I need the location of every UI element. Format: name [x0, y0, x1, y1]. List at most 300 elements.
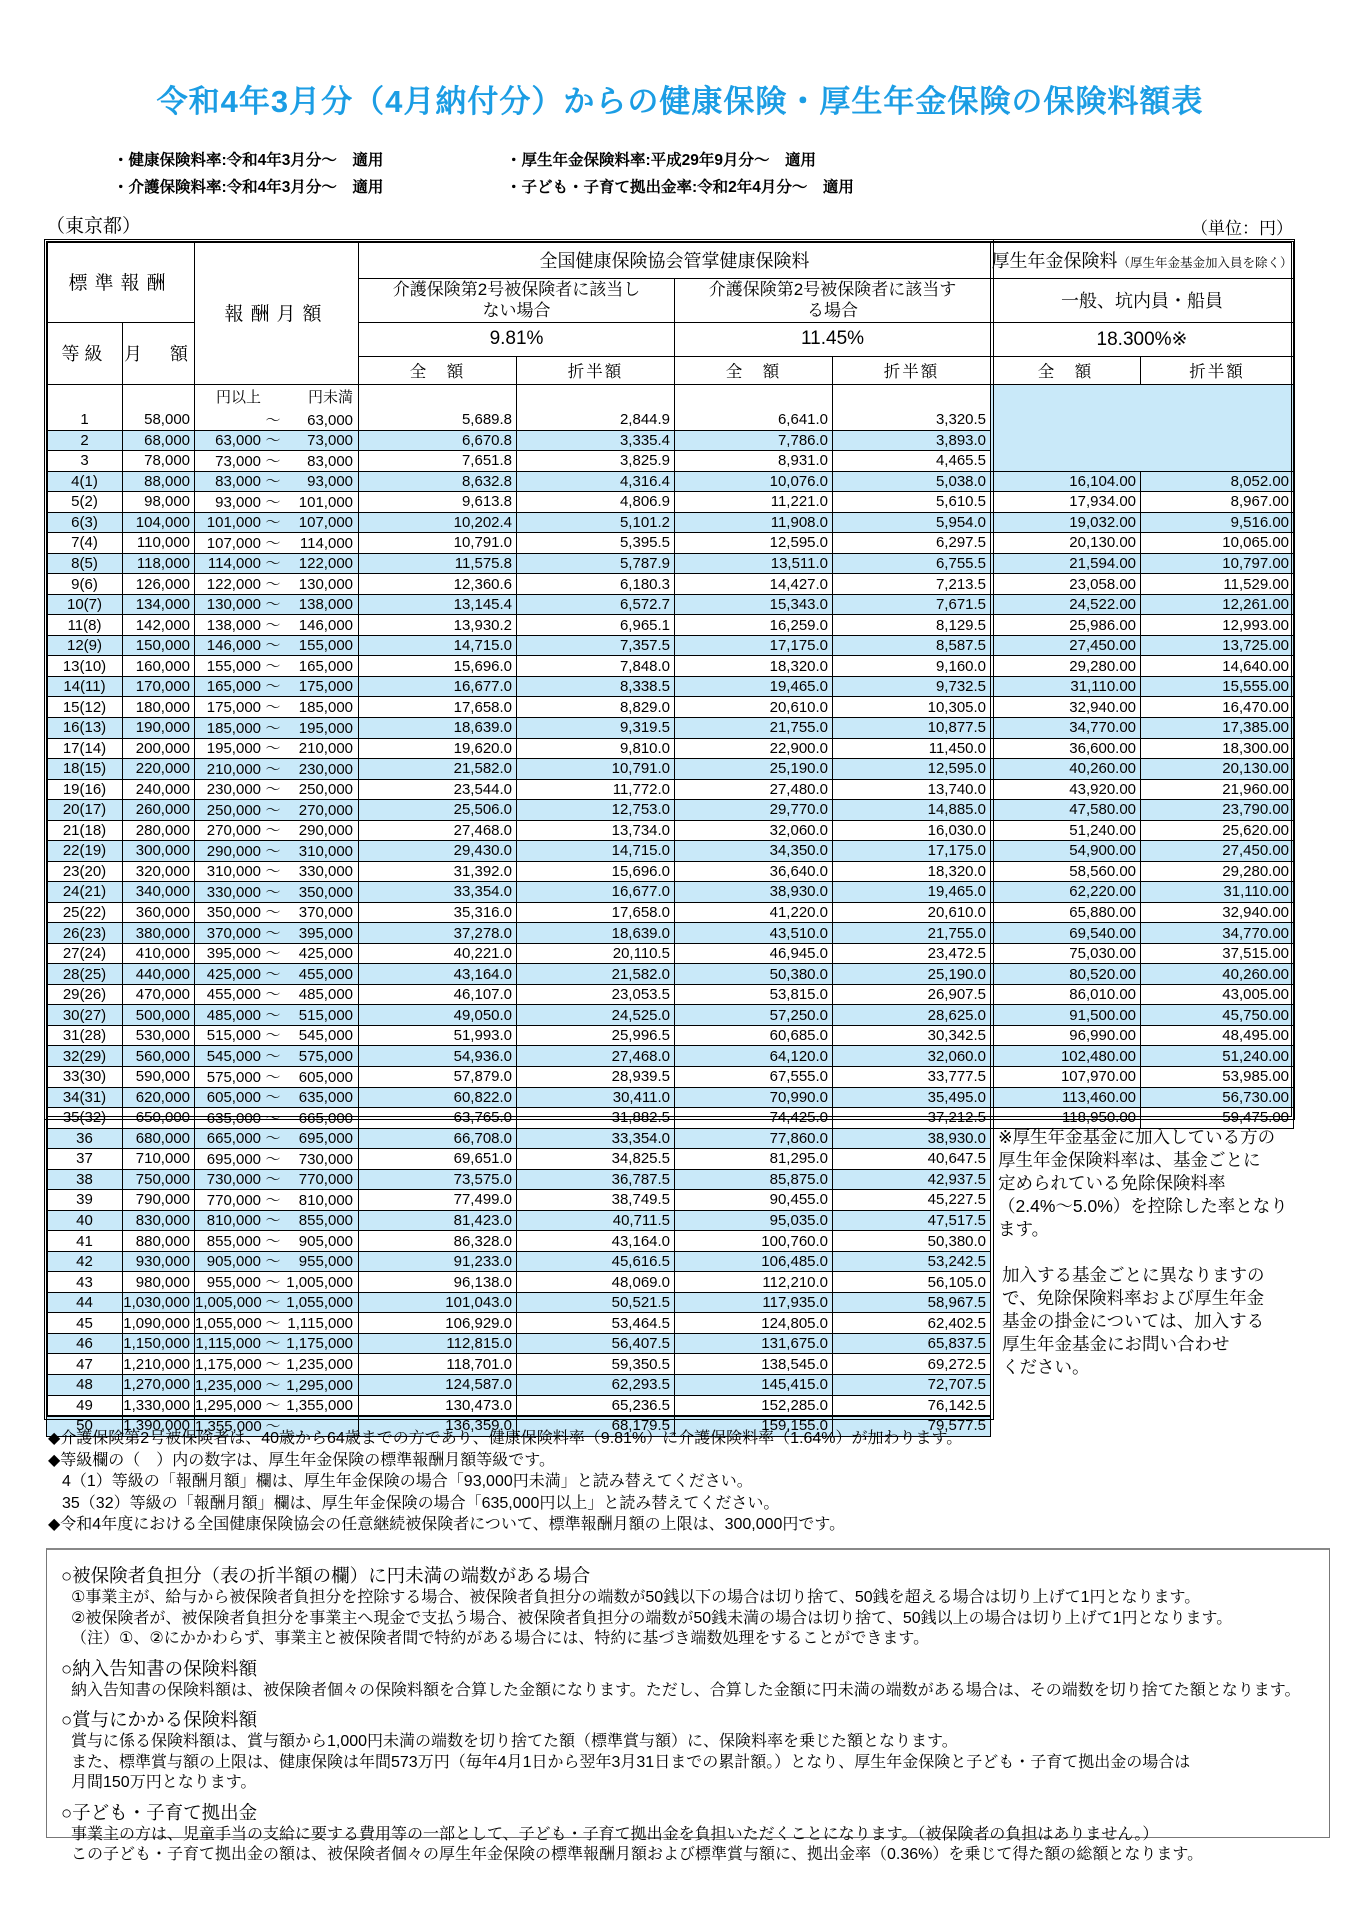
health-full-cell: 73,575.0 [359, 1169, 517, 1190]
pension-half-cell: 16,470.00 [1141, 697, 1294, 718]
health-full-cell: 27,468.0 [359, 820, 517, 841]
pension-half-cell: 37,515.00 [1141, 943, 1294, 964]
pension-full-cell: 21,594.00 [991, 553, 1141, 574]
health-half-cell: 4,316.4 [517, 471, 675, 492]
pension-half-cell: 10,065.00 [1141, 533, 1294, 554]
pension-full-cell: 23,058.00 [991, 574, 1141, 595]
health-full-cell: 29,770.0 [675, 800, 833, 821]
health-full-cell: 43,510.0 [675, 923, 833, 944]
pension-full-cell: 47,580.00 [991, 800, 1141, 821]
grade-cell: 34(31) [47, 1087, 123, 1108]
health-half-cell [517, 384, 675, 410]
health-half-cell: 7,357.5 [517, 635, 675, 656]
pension-half-cell: 31,110.00 [1141, 882, 1294, 903]
health-full-cell: 101,043.0 [359, 1292, 517, 1313]
health-half-cell: 8,338.5 [517, 676, 675, 697]
pension-half-cell: 21,960.00 [1141, 779, 1294, 800]
remuneration-range-cell: ～ 63,000 [195, 410, 359, 430]
health-full-cell: 57,250.0 [675, 1005, 833, 1026]
remuneration-range-cell: 165,000 ～ 175,000 [195, 676, 359, 697]
pension-full-cell: 36,600.00 [991, 738, 1141, 759]
info-section-line: 賞与に係る保険料額は、賞与額から1,000円未満の端数を切り捨てた額（標準賞与額）に、保険料率を乗じた額となります。 [71, 1733, 958, 1750]
grade-cell: 25(22) [47, 902, 123, 923]
monthly-amount-cell: 78,000 [123, 451, 195, 472]
grade-cell: 7(4) [47, 533, 123, 554]
pension-half-cell: 27,450.00 [1141, 841, 1294, 862]
health-full-cell: 124,587.0 [359, 1374, 517, 1395]
remuneration-range-cell: 122,000 ～ 130,000 [195, 574, 359, 595]
table-row [47, 841, 1294, 862]
pension-half-cell: 48,495.00 [1141, 1025, 1294, 1046]
table-row [47, 1108, 1294, 1129]
health-full-cell: 27,480.0 [675, 779, 833, 800]
pension-full-cell: 40,260.00 [991, 759, 1141, 780]
health-full-cell: 66,708.0 [359, 1128, 517, 1149]
health-full-cell: 136,359.0 [359, 1416, 517, 1437]
health-half-cell: 62,293.5 [517, 1374, 675, 1395]
health-full-cell: 70,990.0 [675, 1087, 833, 1108]
health-half-cell: 62,402.5 [833, 1313, 991, 1334]
health-half-cell: 12,595.0 [833, 759, 991, 780]
pension-note-line: （2.4%～5.0%）を控除した率となり [998, 1196, 1288, 1216]
grade-cell: 39 [47, 1190, 123, 1211]
monthly-amount-cell: 180,000 [123, 697, 195, 718]
health-half-cell: 56,105.0 [833, 1272, 991, 1293]
header-general-miners-seamen: 一般、坑内員・船員 [991, 279, 1294, 323]
table-row [47, 697, 1294, 718]
grade-cell: 16(13) [47, 717, 123, 738]
monthly-amount-cell: 790,000 [123, 1190, 195, 1211]
health-half-cell: 68,179.5 [517, 1416, 675, 1437]
monthly-amount-cell: 500,000 [123, 1005, 195, 1026]
remuneration-range-cell: 270,000 ～ 290,000 [195, 820, 359, 841]
health-half-cell: 50,380.0 [833, 1231, 991, 1252]
grade-cell: 9(6) [47, 574, 123, 595]
pension-full-cell: 69,540.00 [991, 923, 1141, 944]
grade-cell: 31(28) [47, 1025, 123, 1046]
grade-cell: 29(26) [47, 984, 123, 1005]
remuneration-range-cell: 955,000 ～ 1,005,000 [195, 1272, 359, 1293]
pension-note-line: 基金の掛金については、加入する [1002, 1311, 1265, 1331]
health-half-cell: 8,587.5 [833, 635, 991, 656]
grade-cell: 17(14) [47, 738, 123, 759]
pension-half-cell: 11,529.00 [1141, 574, 1294, 595]
monthly-amount-cell: 590,000 [123, 1067, 195, 1088]
health-full-cell: 60,822.0 [359, 1087, 517, 1108]
health-full-cell: 40,221.0 [359, 943, 517, 964]
grade-cell: 3 [47, 451, 123, 472]
health-half-cell: 33,354.0 [517, 1128, 675, 1149]
health-full-cell: 100,760.0 [675, 1231, 833, 1252]
pension-half-cell: 45,750.00 [1141, 1005, 1294, 1026]
table-row [47, 1005, 1294, 1026]
remuneration-range-cell: 146,000 ～ 155,000 [195, 635, 359, 656]
pension-full-cell: 62,220.00 [991, 882, 1141, 903]
health-full-cell [359, 384, 517, 410]
pension-half-cell: 29,280.00 [1141, 861, 1294, 882]
pension-half-cell: 8,967.00 [1141, 492, 1294, 513]
monthly-amount-cell: 142,000 [123, 615, 195, 636]
remuneration-range-cell: 730,000 ～ 770,000 [195, 1169, 359, 1190]
health-half-cell: 11,450.0 [833, 738, 991, 759]
table-row [47, 492, 1294, 513]
pension-full-cell: 75,030.00 [991, 943, 1141, 964]
pension-note-line: ください。 [1002, 1357, 1090, 1377]
monthly-amount-cell: 58,000 [123, 410, 195, 430]
health-full-cell: 77,860.0 [675, 1128, 833, 1149]
grade-cell: 19(16) [47, 779, 123, 800]
grade-cell: 42 [47, 1251, 123, 1272]
table-row [47, 902, 1294, 923]
health-half-cell: 18,639.0 [517, 923, 675, 944]
health-half-cell: 2,844.9 [517, 410, 675, 430]
remuneration-range-cell: 395,000 ～ 425,000 [195, 943, 359, 964]
grade-cell: 6(3) [47, 512, 123, 533]
health-full-cell: 21,582.0 [359, 759, 517, 780]
remuneration-range-cell: 1,295,000 ～ 1,355,000 [195, 1395, 359, 1416]
grade-cell: 11(8) [47, 615, 123, 636]
header-with-care: 介護保険第2号被保険者に該当する場合 [675, 279, 991, 323]
pension-half-cell: 43,005.00 [1141, 984, 1294, 1005]
pension-half-cell: 15,555.00 [1141, 676, 1294, 697]
footnote: ◆等級欄の（ ）内の数字は、厚生年金保険の標準報酬月額等級です。 [48, 1451, 556, 1469]
footnote: 4（1）等級の「報酬月額」欄は、厚生年金保険の場合「93,000円未満」と読み替えてください。 [62, 1473, 753, 1490]
health-half-cell: 10,305.0 [833, 697, 991, 718]
pension-half-cell: 13,725.00 [1141, 635, 1294, 656]
health-half-cell: 8,829.0 [517, 697, 675, 718]
monthly-amount-cell: 126,000 [123, 574, 195, 595]
info-section-line: また、標準賞与額の上限は、健康保険は年間573万円（毎年4月1日から翌年3月31日までの累計額。）となり、厚生年金保険と子ども・子育て拠出金の場合は [71, 1753, 1191, 1771]
monthly-amount-cell: 830,000 [123, 1210, 195, 1231]
health-full-cell: 41,220.0 [675, 902, 833, 923]
health-full-cell: 7,786.0 [675, 430, 833, 451]
health-half-cell: 5,395.5 [517, 533, 675, 554]
table-row [47, 779, 1294, 800]
rate-note: ・厚生年金保険料率:平成29年9月分～ 適用 [506, 152, 817, 169]
monthly-amount-cell: 710,000 [123, 1149, 195, 1170]
health-full-cell: 69,651.0 [359, 1149, 517, 1170]
table-row [47, 615, 1294, 636]
monthly-amount-cell: 1,090,000 [123, 1313, 195, 1334]
health-half-cell: 53,464.5 [517, 1313, 675, 1334]
health-full-cell: 106,485.0 [675, 1251, 833, 1272]
health-full-cell: 22,900.0 [675, 738, 833, 759]
health-full-cell: 46,945.0 [675, 943, 833, 964]
table-row [47, 984, 1294, 1005]
health-half-cell: 16,677.0 [517, 882, 675, 903]
monthly-amount-cell [123, 384, 195, 410]
health-half-cell: 42,937.5 [833, 1169, 991, 1190]
health-full-cell: 130,473.0 [359, 1395, 517, 1416]
pension-full-cell: 25,986.00 [991, 615, 1141, 636]
monthly-amount-cell: 620,000 [123, 1087, 195, 1108]
health-half-cell: 65,837.5 [833, 1333, 991, 1354]
monthly-amount-cell: 160,000 [123, 656, 195, 677]
footnote: 35（32）等級の「報酬月額」欄は、厚生年金保険の場合「635,000円以上」と読み替えてください。 [62, 1494, 780, 1512]
grade-cell: 35(32) [47, 1108, 123, 1129]
table-row [47, 820, 1294, 841]
grade-cell: 21(18) [47, 820, 123, 841]
remuneration-range-cell: 770,000 ～ 810,000 [195, 1190, 359, 1211]
pension-full-cell: 54,900.00 [991, 841, 1141, 862]
pension-note-line: 厚生年金基金にお問い合わせ [1002, 1334, 1230, 1354]
health-half-cell: 47,517.5 [833, 1210, 991, 1231]
pension-full-cell: 80,520.00 [991, 964, 1141, 985]
pension-full-cell: 29,280.00 [991, 656, 1141, 677]
monthly-amount-cell: 68,000 [123, 430, 195, 451]
remuneration-range-cell: 1,175,000 ～ 1,235,000 [195, 1354, 359, 1375]
health-half-cell: 14,715.0 [517, 841, 675, 862]
health-full-cell: 19,620.0 [359, 738, 517, 759]
health-full-cell: 74,425.0 [675, 1108, 833, 1129]
table-row [47, 800, 1294, 821]
pension-title: 厚生年金保険料 [991, 251, 1118, 271]
health-half-cell: 38,749.5 [517, 1190, 675, 1211]
outside-area [991, 1416, 1294, 1437]
pension-full-cell: 107,970.00 [991, 1067, 1141, 1088]
info-section-heading: ○納入告知書の保険料額 [61, 1657, 258, 1679]
table-row [47, 594, 1294, 615]
health-full-cell: 5,689.8 [359, 410, 517, 430]
pension-title-note: （厚生年金基金加入員を除く） [1117, 256, 1293, 270]
grade-cell: 48 [47, 1374, 123, 1395]
health-full-cell: 12,360.6 [359, 574, 517, 595]
grade-cell: 32(29) [47, 1046, 123, 1067]
pension-full-cell: 20,130.00 [991, 533, 1141, 554]
health-full-cell: 10,202.4 [359, 512, 517, 533]
grade-cell: 38 [47, 1169, 123, 1190]
health-full-cell: 54,936.0 [359, 1046, 517, 1067]
grade-cell: 41 [47, 1231, 123, 1252]
page-title: 令和4年3月分（4月納付分）からの健康保険・厚生年金保険の保険料額表 [156, 84, 1204, 119]
header-standard-remuneration: 標準報酬 [47, 242, 195, 323]
health-half-cell: 40,647.5 [833, 1149, 991, 1170]
pension-full-cell: 16,104.00 [991, 471, 1141, 492]
health-full-cell: 124,805.0 [675, 1313, 833, 1334]
remuneration-range-cell: 290,000 ～ 310,000 [195, 841, 359, 862]
monthly-amount-cell: 240,000 [123, 779, 195, 800]
health-half-cell: 16,030.0 [833, 820, 991, 841]
grade-cell: 30(27) [47, 1005, 123, 1026]
health-half-cell: 11,772.0 [517, 779, 675, 800]
table-row [47, 1395, 1294, 1416]
region-label: （東京都） [46, 216, 142, 237]
monthly-amount-cell: 1,330,000 [123, 1395, 195, 1416]
health-half-cell: 13,734.0 [517, 820, 675, 841]
health-half-cell: 69,272.5 [833, 1354, 991, 1375]
monthly-amount-cell: 380,000 [123, 923, 195, 944]
table-row [47, 861, 1294, 882]
pension-half-cell: 12,993.00 [1141, 615, 1294, 636]
pension-half-cell: 23,790.00 [1141, 800, 1294, 821]
grade-cell: 2 [47, 430, 123, 451]
remuneration-range-cell: 185,000 ～ 195,000 [195, 717, 359, 738]
health-full-cell: 90,455.0 [675, 1190, 833, 1211]
unit-label: （単位：円） [1191, 219, 1293, 238]
health-half-cell: 9,160.0 [833, 656, 991, 677]
remuneration-range-cell: 101,000 ～ 107,000 [195, 512, 359, 533]
monthly-amount-cell: 98,000 [123, 492, 195, 513]
health-full-cell: 20,610.0 [675, 697, 833, 718]
pension-full-cell: 113,460.00 [991, 1087, 1141, 1108]
health-full-cell: 7,651.8 [359, 451, 517, 472]
pension-note-line: ※厚生年金基金に加入している方の [998, 1127, 1276, 1147]
grade-cell: 4(1) [47, 471, 123, 492]
monthly-amount-cell: 1,210,000 [123, 1354, 195, 1375]
health-half-cell: 21,755.0 [833, 923, 991, 944]
health-full-cell: 50,380.0 [675, 964, 833, 985]
health-full-cell: 53,815.0 [675, 984, 833, 1005]
health-half-cell: 50,521.5 [517, 1292, 675, 1313]
footnote: ◆令和4年度における全国健康保険協会の任意継続被保険者について、標準報酬月額の上限は、300,000円です。 [48, 1516, 846, 1533]
grade-cell [47, 384, 123, 410]
rate-note: ・介護保険料率:令和4年3月分～ 適用 [113, 179, 384, 196]
monthly-amount-cell: 360,000 [123, 902, 195, 923]
health-half-cell: 13,740.0 [833, 779, 991, 800]
header-full-1: 全 額 [359, 356, 517, 384]
monthly-amount-cell: 260,000 [123, 800, 195, 821]
health-full-cell: 25,506.0 [359, 800, 517, 821]
table-row [47, 738, 1294, 759]
health-full-cell: 95,035.0 [675, 1210, 833, 1231]
pension-full-cell: 58,560.00 [991, 861, 1141, 882]
health-half-cell: 26,907.5 [833, 984, 991, 1005]
health-half-cell: 27,468.0 [517, 1046, 675, 1067]
pension-half-cell: 12,261.00 [1141, 594, 1294, 615]
header-half-1: 折半額 [517, 356, 675, 384]
health-half-cell: 45,227.5 [833, 1190, 991, 1211]
health-half-cell: 24,525.0 [517, 1005, 675, 1026]
header-full-pension: 全 額 [991, 356, 1141, 384]
health-full-cell: 13,930.2 [359, 615, 517, 636]
remuneration-range-cell: 210,000 ～ 230,000 [195, 759, 359, 780]
monthly-amount-cell: 930,000 [123, 1251, 195, 1272]
monthly-amount-cell: 980,000 [123, 1272, 195, 1293]
info-section-line: （注）①、②にかかわらず、事業主と被保険者間で特約がある場合には、特約に基づき端数処理をすることができます。 [71, 1630, 930, 1647]
health-half-cell: 3,320.5 [833, 410, 991, 430]
health-full-cell: 25,190.0 [675, 759, 833, 780]
grade-cell: 15(12) [47, 697, 123, 718]
health-half-cell: 9,810.0 [517, 738, 675, 759]
monthly-amount-cell: 440,000 [123, 964, 195, 985]
pension-half-cell: 25,620.00 [1141, 820, 1294, 841]
pension-full-cell: 96,990.00 [991, 1025, 1141, 1046]
info-section-heading: ○子ども・子育て拠出金 [61, 1801, 258, 1823]
remuneration-range-cell: 545,000 ～ 575,000 [195, 1046, 359, 1067]
health-full-cell: 37,278.0 [359, 923, 517, 944]
health-full-cell: 91,233.0 [359, 1251, 517, 1272]
pension-note-line: ます。 [998, 1219, 1050, 1239]
health-full-cell: 18,320.0 [675, 656, 833, 677]
monthly-amount-cell: 118,000 [123, 553, 195, 574]
pension-note-line: 厚生年金保険料率は、基金ごとに [998, 1150, 1261, 1170]
health-full-cell: 29,430.0 [359, 841, 517, 862]
pension-half-cell: 10,797.00 [1141, 553, 1294, 574]
grade-cell: 12(9) [47, 635, 123, 656]
pension-note-line: で、免除保険料率および厚生年金 [1002, 1288, 1265, 1308]
header-remuneration-monthly: 報酬月額 [195, 242, 359, 385]
grade-cell: 37 [47, 1149, 123, 1170]
range-caption-row [47, 384, 1294, 410]
grade-cell: 22(19) [47, 841, 123, 862]
grade-cell: 24(21) [47, 882, 123, 903]
monthly-amount-cell: 110,000 [123, 533, 195, 554]
monthly-amount-cell: 1,150,000 [123, 1333, 195, 1354]
health-half-cell: 32,060.0 [833, 1046, 991, 1067]
rate-pension: 18.300%※ [991, 322, 1294, 356]
health-full-cell: 106,929.0 [359, 1313, 517, 1334]
grade-cell: 50 [47, 1416, 123, 1437]
pension-full-cell: 32,940.00 [991, 697, 1141, 718]
remuneration-range-cell: 195,000 ～ 210,000 [195, 738, 359, 759]
pension-full-cell: 102,480.00 [991, 1046, 1141, 1067]
table-row [47, 574, 1294, 595]
pension-note-line: 加入する基金ごとに異なりますの [1002, 1265, 1265, 1285]
monthly-amount-cell: 560,000 [123, 1046, 195, 1067]
health-half-cell: 9,732.5 [833, 676, 991, 697]
health-half-cell: 17,175.0 [833, 841, 991, 862]
header-pension-insurance [991, 242, 1294, 279]
info-section-heading: ○被保険者負担分（表の折半額の欄）に円未満の端数がある場合 [61, 1565, 591, 1586]
health-half-cell: 7,671.5 [833, 594, 991, 615]
info-section-line: 納入告知書の保険料額は、被保険者個々の保険料額を合算した金額になります。ただし、合算した金額に円未満の端数がある場合は、その端数を切り捨てた額となります。 [71, 1681, 1301, 1699]
pension-half-cell: 18,300.00 [1141, 738, 1294, 759]
monthly-amount-cell: 200,000 [123, 738, 195, 759]
grade-cell: 10(7) [47, 594, 123, 615]
health-full-cell: 112,210.0 [675, 1272, 833, 1293]
remuneration-range-cell: 350,000 ～ 370,000 [195, 902, 359, 923]
health-half-cell: 33,777.5 [833, 1067, 991, 1088]
health-full-cell: 14,427.0 [675, 574, 833, 595]
monthly-amount-cell: 530,000 [123, 1025, 195, 1046]
monthly-amount-cell: 680,000 [123, 1128, 195, 1149]
table-row [47, 717, 1294, 738]
health-half-cell: 30,411.0 [517, 1087, 675, 1108]
grade-cell: 47 [47, 1354, 123, 1375]
pension-full-cell: 27,450.00 [991, 635, 1141, 656]
footnotes [48, 1428, 962, 1536]
header-monthly-amount: 月 額 [123, 322, 195, 384]
pension-note-line: 定められている免除保険料率 [998, 1173, 1226, 1193]
pension-half-cell: 53,985.00 [1141, 1067, 1294, 1088]
monthly-amount-cell: 300,000 [123, 841, 195, 862]
health-full-cell: 11,575.8 [359, 553, 517, 574]
table-row [47, 882, 1294, 903]
health-half-cell: 23,472.5 [833, 943, 991, 964]
health-full-cell: 32,060.0 [675, 820, 833, 841]
info-section-line: ②被保険者が、被保険者負担分を事業主へ現金で支払う場合、被保険者負担分の端数が50銭未満の場合は切り捨て、50銭以上の場合は切り上げて1円となります。 [71, 1609, 1233, 1627]
health-full-cell: 112,815.0 [359, 1333, 517, 1354]
health-half-cell: 23,053.5 [517, 984, 675, 1005]
health-half-cell: 3,893.0 [833, 430, 991, 451]
table-row [47, 1046, 1294, 1067]
remuneration-range-cell: 310,000 ～ 330,000 [195, 861, 359, 882]
health-half-cell: 58,967.5 [833, 1292, 991, 1313]
health-full-cell: 35,316.0 [359, 902, 517, 923]
pension-half-cell: 40,260.00 [1141, 964, 1294, 985]
health-full-cell: 31,392.0 [359, 861, 517, 882]
health-full-cell: 152,285.0 [675, 1395, 833, 1416]
remuneration-range-cell: 175,000 ～ 185,000 [195, 697, 359, 718]
grade-cell: 27(24) [47, 943, 123, 964]
health-full-cell: 19,465.0 [675, 676, 833, 697]
pension-half-cell: 9,516.00 [1141, 512, 1294, 533]
remuneration-range-cell: 93,000 ～ 101,000 [195, 492, 359, 513]
grade-cell: 49 [47, 1395, 123, 1416]
monthly-amount-cell: 190,000 [123, 717, 195, 738]
health-full-cell: 138,545.0 [675, 1354, 833, 1375]
health-full-cell: 6,670.8 [359, 430, 517, 451]
